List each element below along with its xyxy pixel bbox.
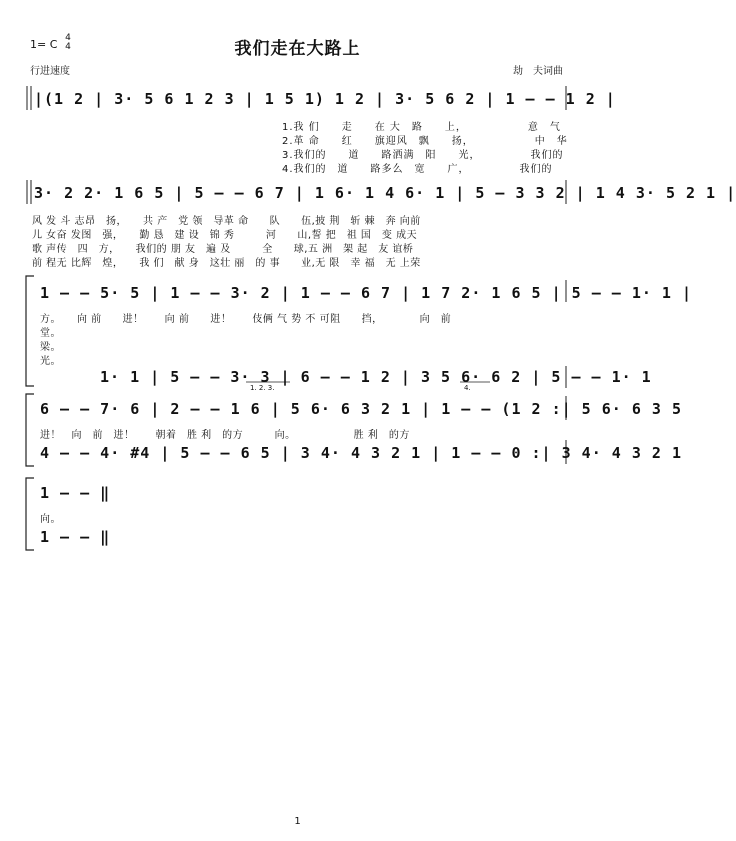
row2-lyric-verse3: 歌 声传 四 方， 我们的 朋 友 遍 及 全 球,五 洲 架 起 友 谊桥 bbox=[32, 244, 414, 255]
key-signature: 1= C bbox=[30, 38, 58, 51]
author-credit: 劫 夫词曲 bbox=[513, 66, 563, 77]
row1-lyric-verse3: 3.我们的 道 路洒满 阳 光， 我们的 bbox=[282, 150, 564, 161]
row3-notes-lower: 1· 1 | 5 – – 3· 3 | 6 – – 1 2 | 3 5 6· 6 2 | 5 – – 1· 1 bbox=[100, 368, 652, 386]
row2-lyric-verse1: 风 发 斗 志昂 扬， 共 产 党 领 导革 命 队 伍,披 荆 斩 棘 奔 向前 bbox=[32, 216, 421, 227]
row1-lyric-verse4: 4.我们的 道 路多么 宽 广， 我们的 bbox=[282, 164, 553, 175]
song-title: 我们走在大路上 bbox=[234, 39, 361, 59]
row4-lyric: 进！ 向 前 进！ 朝着 胜 利 的方 向。 胜 利 的方 bbox=[40, 430, 410, 441]
row2-lyric-verse4: 前 程无 比辉 煌， 我 们 献 身 这壮 丽 的 事 业,无 限 幸 福 无 上荣 bbox=[32, 258, 421, 269]
page-number: 1 bbox=[294, 816, 301, 827]
row2-notes: 3· 2 2· 1 6 5 | 5 – – 6 7 | 1 6· 1 4 6· 1 | 5 – 3 3 2 | 1 4 3· 5 2 1 | bbox=[34, 184, 736, 202]
row4-notes-upper: 6 – – 7· 6 | 2 – – 1 6 | 5 6· 6 3 2 1 | 1 – – (1 2 :| 5 6· 6 3 5 bbox=[40, 400, 682, 418]
time-signature-top: 4 bbox=[65, 33, 71, 43]
row3-notes-upper: 1 – – 5· 5 | 1 – – 3· 2 | 1 – – 6 7 | 1 7 2· 1 6 5 | 5 – – 1· 1 | bbox=[40, 284, 692, 302]
row1-lyric-verse2: 2.革 命 红 旗迎风 飘 扬， 中 华 bbox=[282, 136, 568, 147]
row1-notes: |(1 2 | 3· 5 6 1 2 3 | 1 5 1) 1 2 | 3· 5 6 2 | 1 – – 1 2 | bbox=[34, 90, 616, 108]
row3-lyric-verse1: 方。 向 前 进！ 向 前 进！ 伎俩 气 势 不 可阻 挡， 向 前 bbox=[40, 314, 452, 325]
row1-lyric-verse1: 1.我 们 走 在 大 路 上， 意 气 bbox=[282, 122, 561, 133]
row5-notes-upper: 1 – – ‖ bbox=[40, 484, 111, 502]
row3-lyric-verse4: 光。 bbox=[40, 356, 61, 367]
row3-lyric-verse2: 堂。 bbox=[40, 328, 61, 339]
row3-lyric-verse3: 梁。 bbox=[40, 342, 61, 353]
volta-2-label: 4. bbox=[464, 384, 471, 392]
tempo-marking: 行进速度 bbox=[30, 66, 70, 77]
row5-notes-lower: 1 – – ‖ bbox=[40, 528, 111, 546]
row5-lyric: 向。 bbox=[40, 514, 61, 525]
time-signature-bottom: 4 bbox=[65, 42, 71, 52]
row2-lyric-verse2: 儿 女奋 发图 强， 勤 恳 建 设 锦 秀 河 山,誓 把 祖 国 变 成天 bbox=[32, 230, 418, 241]
row4-notes-lower: 4 – – 4· #4 | 5 – – 6 5 | 3 4· 4 3 2 1 | 1 – – 0 :| 3 4· 4 3 2 1 bbox=[40, 444, 682, 462]
volta-1-label: 1. 2. 3. bbox=[250, 384, 275, 392]
